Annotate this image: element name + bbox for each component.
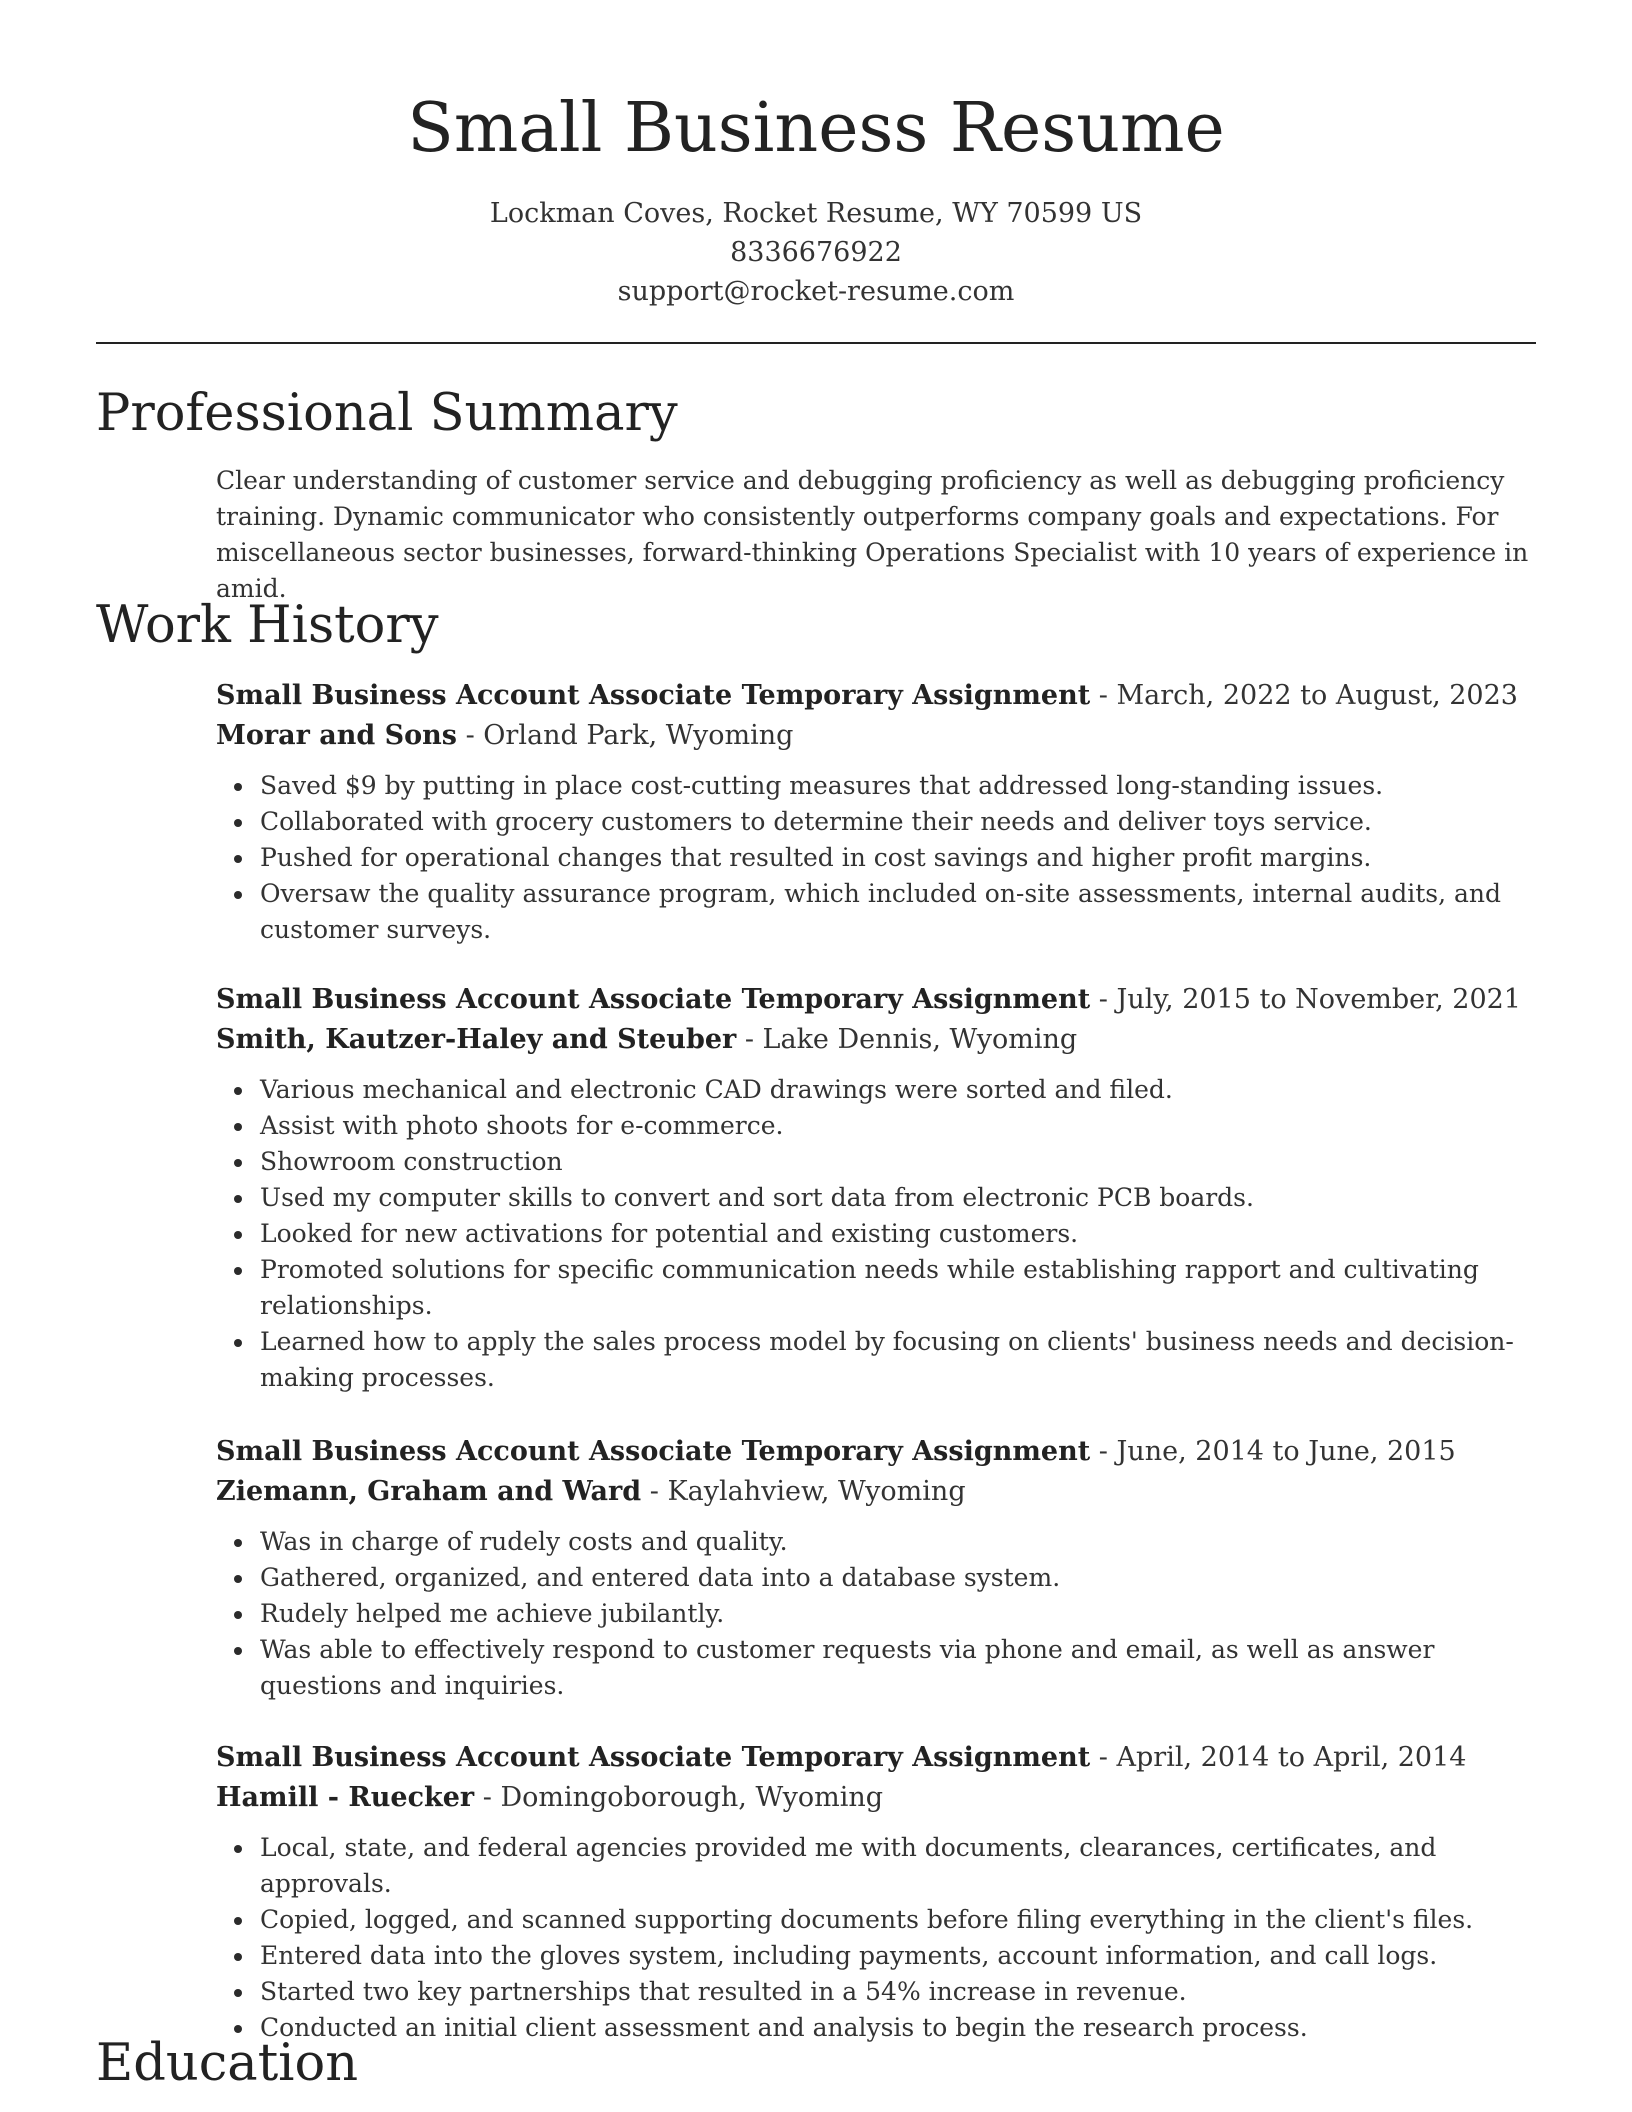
list-item: Learned how to apply the sales process model by focusing on clients' business needs and decision-making processes. <box>260 1324 1536 1396</box>
job-bullets <box>216 1524 1536 1704</box>
work-history-heading: Work History <box>96 596 439 655</box>
header-divider <box>96 342 1536 344</box>
job-location: Lake Dennis, Wyoming <box>762 1024 1078 1055</box>
list-item: Assist with photo shoots for e-commerce. <box>260 1108 1536 1144</box>
job-company: Smith, Kautzer-Haley and Steuber <box>216 1024 737 1055</box>
list-item: Entered data into the gloves system, including payments, account information, and call logs. <box>260 1938 1536 1974</box>
job-location: Orland Park, Wyoming <box>483 720 794 751</box>
job-entry <box>216 1738 1536 2046</box>
job-title: Small Business Account Associate Temporary Assignment <box>216 1436 1091 1467</box>
contact-phone: 8336676922 <box>730 237 902 268</box>
list-item: Copied, logged, and scanned supporting documents before filing everything in the client's files. <box>260 1902 1536 1938</box>
contact-email: support@rocket-resume.com <box>617 276 1015 307</box>
job-entry <box>216 1432 1536 1704</box>
separator: - <box>1098 1436 1117 1467</box>
separator: - <box>482 1782 501 1813</box>
list-item: Looked for new activations for potential and existing customers. <box>260 1216 1536 1252</box>
list-item: Various mechanical and electronic CAD drawings were sorted and filed. <box>260 1072 1536 1108</box>
list-item: Showroom construction <box>260 1144 1536 1180</box>
job-title-line <box>216 980 1536 1020</box>
job-title: Small Business Account Associate Temporary Assignment <box>216 680 1091 711</box>
list-item: Saved $9 by putting in place cost-cutting measures that addressed long-standing issues. <box>260 768 1536 804</box>
list-item: Collaborated with grocery customers to determine their needs and deliver toys service. <box>260 804 1536 840</box>
job-title-line <box>216 1738 1536 1778</box>
job-bullets <box>216 1830 1536 2046</box>
list-item: Local, state, and federal agencies provided me with documents, clearances, certificates, and approvals. <box>260 1830 1536 1902</box>
list-item: Pushed for operational changes that resulted in cost savings and higher profit margins. <box>260 840 1536 876</box>
job-entry <box>216 980 1536 1396</box>
resume-header <box>0 84 1632 311</box>
summary-text: Clear understanding of customer service and debugging proficiency as well as debugging proficiency training. Dynamic communicator who consistently outperforms company goals and expectations. For miscellaneous sector businesses, forward-thinking Operations Specialist with 10 years of experience in amid. <box>216 466 1529 603</box>
job-company-line <box>216 1778 1536 1818</box>
job-dates: July, 2015 to November, 2021 <box>1116 984 1521 1015</box>
list-item: Gathered, organized, and entered data into a database system. <box>260 1560 1536 1596</box>
list-item: Used my computer skills to convert and sort data from electronic PCB boards. <box>260 1180 1536 1216</box>
job-company: Ziemann, Graham and Ward <box>216 1476 642 1507</box>
job-company: Morar and Sons <box>216 720 457 751</box>
list-item: Was able to effectively respond to customer requests via phone and email, as well as answer questions and inquiries. <box>260 1632 1536 1704</box>
job-company-line <box>216 716 1536 756</box>
separator: - <box>465 720 484 751</box>
job-company-line <box>216 1020 1536 1060</box>
list-item: Rudely helped me achieve jubilantly. <box>260 1596 1536 1632</box>
job-company-line <box>216 1472 1536 1512</box>
separator: - <box>1098 984 1117 1015</box>
separator: - <box>744 1024 763 1055</box>
job-location: Domingoborough, Wyoming <box>500 1782 884 1813</box>
job-dates: March, 2022 to August, 2023 <box>1116 680 1518 711</box>
job-bullets <box>216 768 1536 948</box>
job-title: Small Business Account Associate Temporary Assignment <box>216 984 1091 1015</box>
job-title: Small Business Account Associate Temporary Assignment <box>216 1742 1091 1773</box>
list-item: Was in charge of rudely costs and quality. <box>260 1524 1536 1560</box>
summary-heading: Professional Summary <box>96 384 678 443</box>
job-title-line <box>216 1432 1536 1472</box>
separator: - <box>1098 1742 1117 1773</box>
resume-name: Small Business Resume <box>407 89 1225 168</box>
contact-address: Lockman Coves, Rocket Resume, WY 70599 US <box>489 198 1143 229</box>
job-entry <box>216 676 1536 948</box>
list-item: Promoted solutions for specific communication needs while establishing rapport and cultivating relationships. <box>260 1252 1536 1324</box>
education-heading: Education <box>96 2034 359 2093</box>
job-dates: April, 2014 to April, 2014 <box>1116 1742 1467 1773</box>
job-title-line <box>216 676 1536 716</box>
separator: - <box>1098 680 1117 711</box>
separator: - <box>649 1476 668 1507</box>
job-dates: June, 2014 to June, 2015 <box>1116 1436 1456 1467</box>
list-item: Started two key partnerships that resulted in a 54% increase in revenue. <box>260 1974 1536 2010</box>
list-item: Conducted an initial client assessment and analysis to begin the research process. <box>260 2010 1536 2046</box>
list-item: Oversaw the quality assurance program, which included on-site assessments, internal audits, and customer surveys. <box>260 876 1536 948</box>
job-company: Hamill - Ruecker <box>216 1782 475 1813</box>
job-location: Kaylahview, Wyoming <box>667 1476 966 1507</box>
job-bullets <box>216 1072 1536 1396</box>
